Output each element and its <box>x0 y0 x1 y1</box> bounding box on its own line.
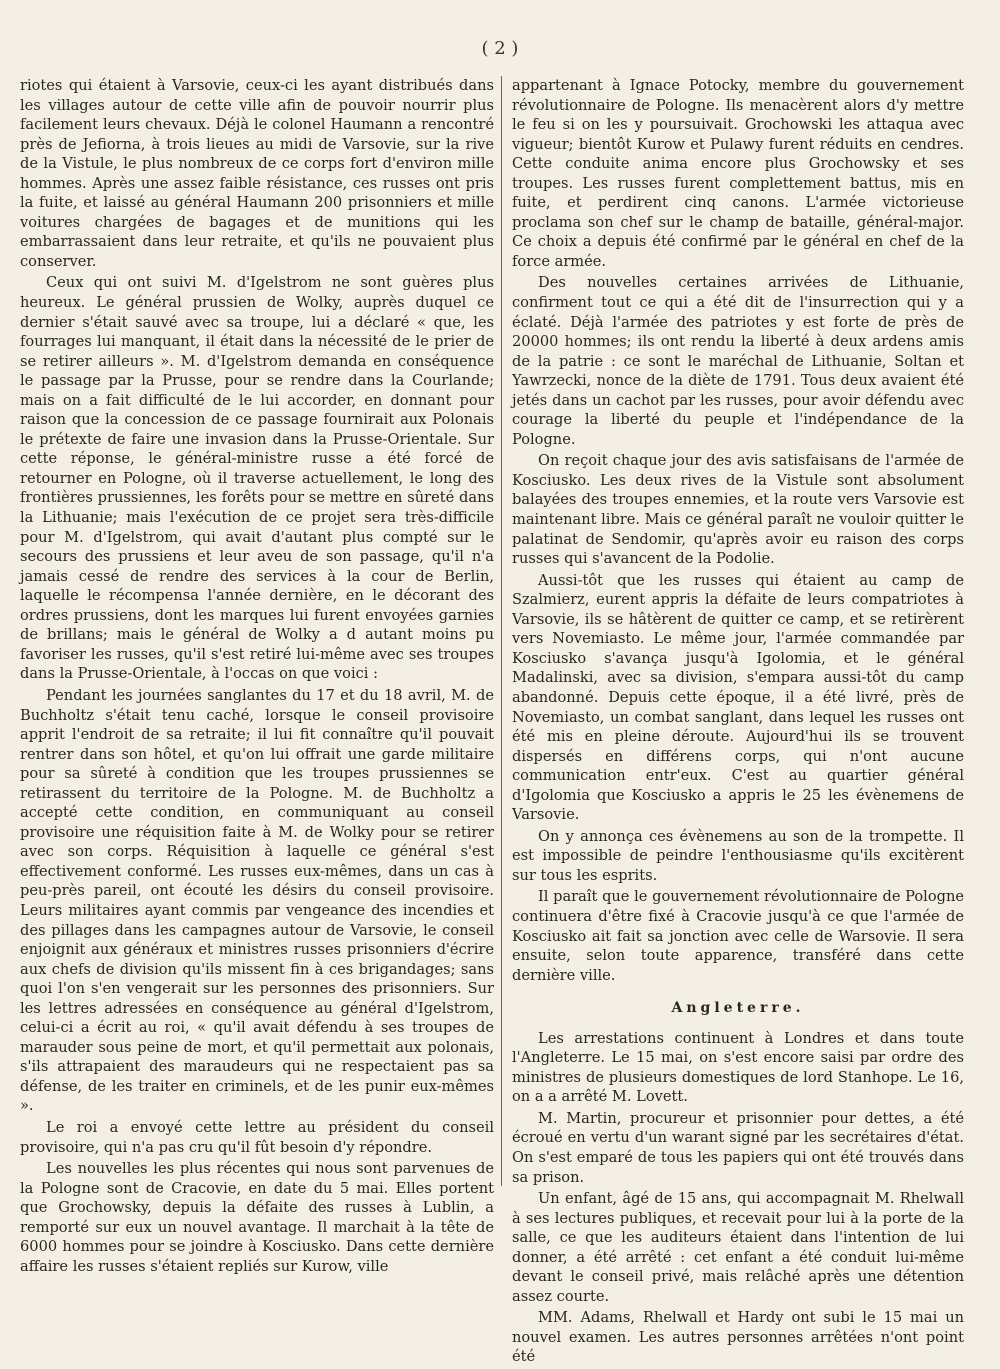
paragraph: Un enfant, âgé de 15 ans, qui accompagnait M. Rhelwall à ses lectures publiques, et recevait pour lui à la porte de la salle, ce que les auditeurs étaient dans l'intention de lui donner, a été arrêté : cet enfant a été conduit lui-même devant le conseil privé, mais relâché après une détention assez courte. <box>512 1190 964 1305</box>
paragraph: On reçoit chaque jour des avis satisfaisans de l'armée de Kosciusko. Les deux rives de la Vistule sont absolument balayées des troupes ennemies, et la route vers Varsovie est maintenant libre. Mais ce général paraît ne vouloir quitter le palatinat de Sendomir, qu'après avoir eu raison des corps russes qui s'avancent de la Podolie. <box>512 452 964 568</box>
paragraph: On y annonça ces évènemens au son de la trompette. Il est impossible de peindre l'enthousiasme qu'ils excitèrent sur tous les esprits. <box>512 827 964 884</box>
left-column <box>20 76 494 1278</box>
paragraph: MM. Adams, Rhelwall et Hardy ont subi le 15 mai un nouvel examen. Les autres personnes arrêtées n'ont point été <box>512 1309 964 1366</box>
paragraph: appartenant à Ignace Potocky, membre du gouvernement révolutionnaire de Pologne. Ils menacèrent alors d'y mettre le feu si on les y poursuivait. Grochowski les attaqua avec vigueur; bientôt Kurow et Pulawy furent réduits en cendres. Cette conduite anima encore plus Grochowsky et ses troupes. Les russes furent complettement battus, mis en fuite, et perdirent cinq canons. L'armée victorieuse proclama son chef sur le champ de bataille, général-major. Ce choix a depuis été confirmé par le général en chef de la force armée. <box>512 77 964 270</box>
paragraph: Il paraît que le gouvernement révolutionnaire de Pologne continuera d'être fixé à Cracovie jusqu'à ce que l'armée de Kosciusko ait fait sa jonction avec celle de Warsovie. Il sera ensuite, selon toute apparence, transféré dans cette dernière ville. <box>512 888 964 984</box>
paragraph: M. Martin, procureur et prisonnier pour dettes, a été écroué en vertu d'un warant signé par les secrétaires d'état. On s'est emparé de tous les papiers qui ont été trouvés dans sa prison. <box>512 1109 964 1186</box>
page-number: ( 2 ) <box>481 38 519 59</box>
paragraph: riotes qui étaient à Varsovie, ceux-ci les ayant distribués dans les villages autour de cette ville afin de pouvoir nourrir plus facilement leurs chevaux. Déjà le colonel Haumann a rencontré près de Jefiorna, à trois lieues au midi de Varsovie, sur la rive de la Vistule, le plus nombreux de ce corps fort d'environ mille hommes. Après une assez faible résistance, ces russes ont pris la fuite, et laissé au général Haumann 200 prisonniers et mille voitures chargées de bagages et de munitions qui les embarrassaient dans leur retraite, et qu'ils ne pouvaient plus conserver. <box>20 77 494 270</box>
paragraph: Les nouvelles les plus récentes qui nous sont parvenues de la Pologne sont de Cracovie, en date du 5 mai. Elles portent que Grochowsky, depuis la défaite des russes à Lublin, a remporté sur eux un nouvel avantage. Il marchait à la tête de 6000 hommes pour se joindre à Kosciusko. Dans cette dernière affaire les russes s'étaient repliés sur Kurow, ville <box>20 1160 494 1275</box>
column-divider <box>501 76 502 1186</box>
paragraph: Pendant les journées sanglantes du 17 et du 18 avril, M. de Buchholtz s'était tenu caché, lorsque le conseil provisoire apprit l'endroit de sa retraite; il lui fit connaître qu'il pouvait rentrer dans son hôtel, et qu'on lui offrait une garde militaire pour sa sûreté à condition que les troupes prussiennes se retirassent du territoire de la Pologne. M. de Buchholtz a accepté cette condition, en communiquant au conseil provisoire une réquisition faite à M. de Wolky pour se retirer avec son corps. Réquisition à laquelle ce général s'est effectivement conformé. Les russes eux-mêmes, dans un cas à peu-près pareil, ont écouté les désirs du conseil provisoire. Leurs militaires ayant commis par vengeance des incendies et des pillages dans les campagnes autour de Varsovie, le conseil enjoignit aux généraux et ministres russes prisonniers d'écrire aux chefs de division qu'ils missent fin à ces brigandages; sans quoi l'on s'en vengerait sur les personnes des prisonniers. Sur les lettres adressées en conséquence au général d'Igelstrom, celui-ci a écrit au roi, « qu'il avait défendu à ses troupes de marauder sous peine de mort, et qu'il permettait aux polonais, s'ils attrapaient des maraudeurs qui ne respectaient pas sa défense, de les traiter en criminels, et de les punir eux-mêmes ». <box>20 686 494 1115</box>
section-title: Angleterre. <box>671 1000 805 1017</box>
paragraph: Le roi a envoyé cette lettre au président du conseil provisoire, qui n'a pas cru qu'il fût besoin d'y répondre. <box>20 1118 494 1156</box>
paragraph: Des nouvelles certaines arrivées de Lithuanie, confirment tout ce qui a été dit de l'insurrection qui y a éclaté. Déjà l'armée des patriotes y est forte de près de 20000 hommes; ils ont rendu la liberté à deux ardens amis de la patrie : ce sont le maréchal de Lithuanie, Soltan et Yawrzecki, nonce de la diète de 1791. Tous deux avaient été jetés dans un cachot par les russes, pour avoir défendu avec courage la liberté du peuple et l'indépendance de la Pologne. <box>512 274 964 448</box>
paragraph: Aussi-tôt que les russes qui étaient au camp de Szalmierz, eurent appris la défaite de leurs compatriotes à Varsovie, ils se hâtèrent de quitter ce camp, et se retirèrent vers Novemiasto. Le même jour, l'armée commandée par Kosciusko s'avança jusqu'à Igolomia, et le général Madalinski, avec sa division, s'empara aussi-tôt du camp abandonné. Depuis cette époque, il a été livré, près de Novemiasto, un combat sanglant, dans lequel les russes ont été mis en pleine déroute. Aujourd'hui ils se trouvent dispersés en différens corps, qui n'ont aucune communication entr'eux. C'est au quartier général d'Igolomia que Kosciusko a appris le 25 les évènemens de Varsovie. <box>512 571 964 824</box>
paragraph: Ceux qui ont suivi M. d'Igelstrom ne sont guères plus heureux. Le général prussien de Wolky, auprès duquel ce dernier s'était sauvé avec sa troupe, lui a déclaré « que, les fourrages lui manquant, il était dans la nécessité de le prier de se retirer ailleurs ». M. d'Igelstrom demanda en conséquence le passage par la Prusse, pour se rendre dans la Courlande; mais on a fait difficulté de le lui accorder, en donnant pour raison que la concession de ce passage fournirait aux Polonais le prétexte de faire une invasion dans la Prusse-Orientale. Sur cette réponse, le général-ministre russe a été forcé de retourner en Pologne, où il traverse actuellement, le long des frontières prussiennes, les forêts pour se mettre en sûreté dans la Lithuanie; mais l'exécution de ce projet sera très-difficile pour M. d'Igelstrom, qui avait d'autant plus compté sur le secours des prussiens et leur aveu de son passage, qu'il n'a jamais cessé de rendre des services à la cour de Berlin, laquelle le récompensa l'année dernière, en le décorant des ordres prussiens, dont les marques lui furent envoyées garnies de brillans; mais le général de Wolky a d autant moins pu favoriser les russes, qu'il s'est retiré lui-même avec ses troupes dans la Prusse-Orientale, à l'occas on que voici : <box>20 274 494 683</box>
right-column <box>512 76 964 1369</box>
paragraph: Les arrestations continuent à Londres et dans toute l'Angleterre. Le 15 mai, on s'est encore saisi par ordre des ministres de plusieurs domestiques de lord Stanhope. Le 16, on a a arrêté M. Lovett. <box>512 1029 964 1106</box>
